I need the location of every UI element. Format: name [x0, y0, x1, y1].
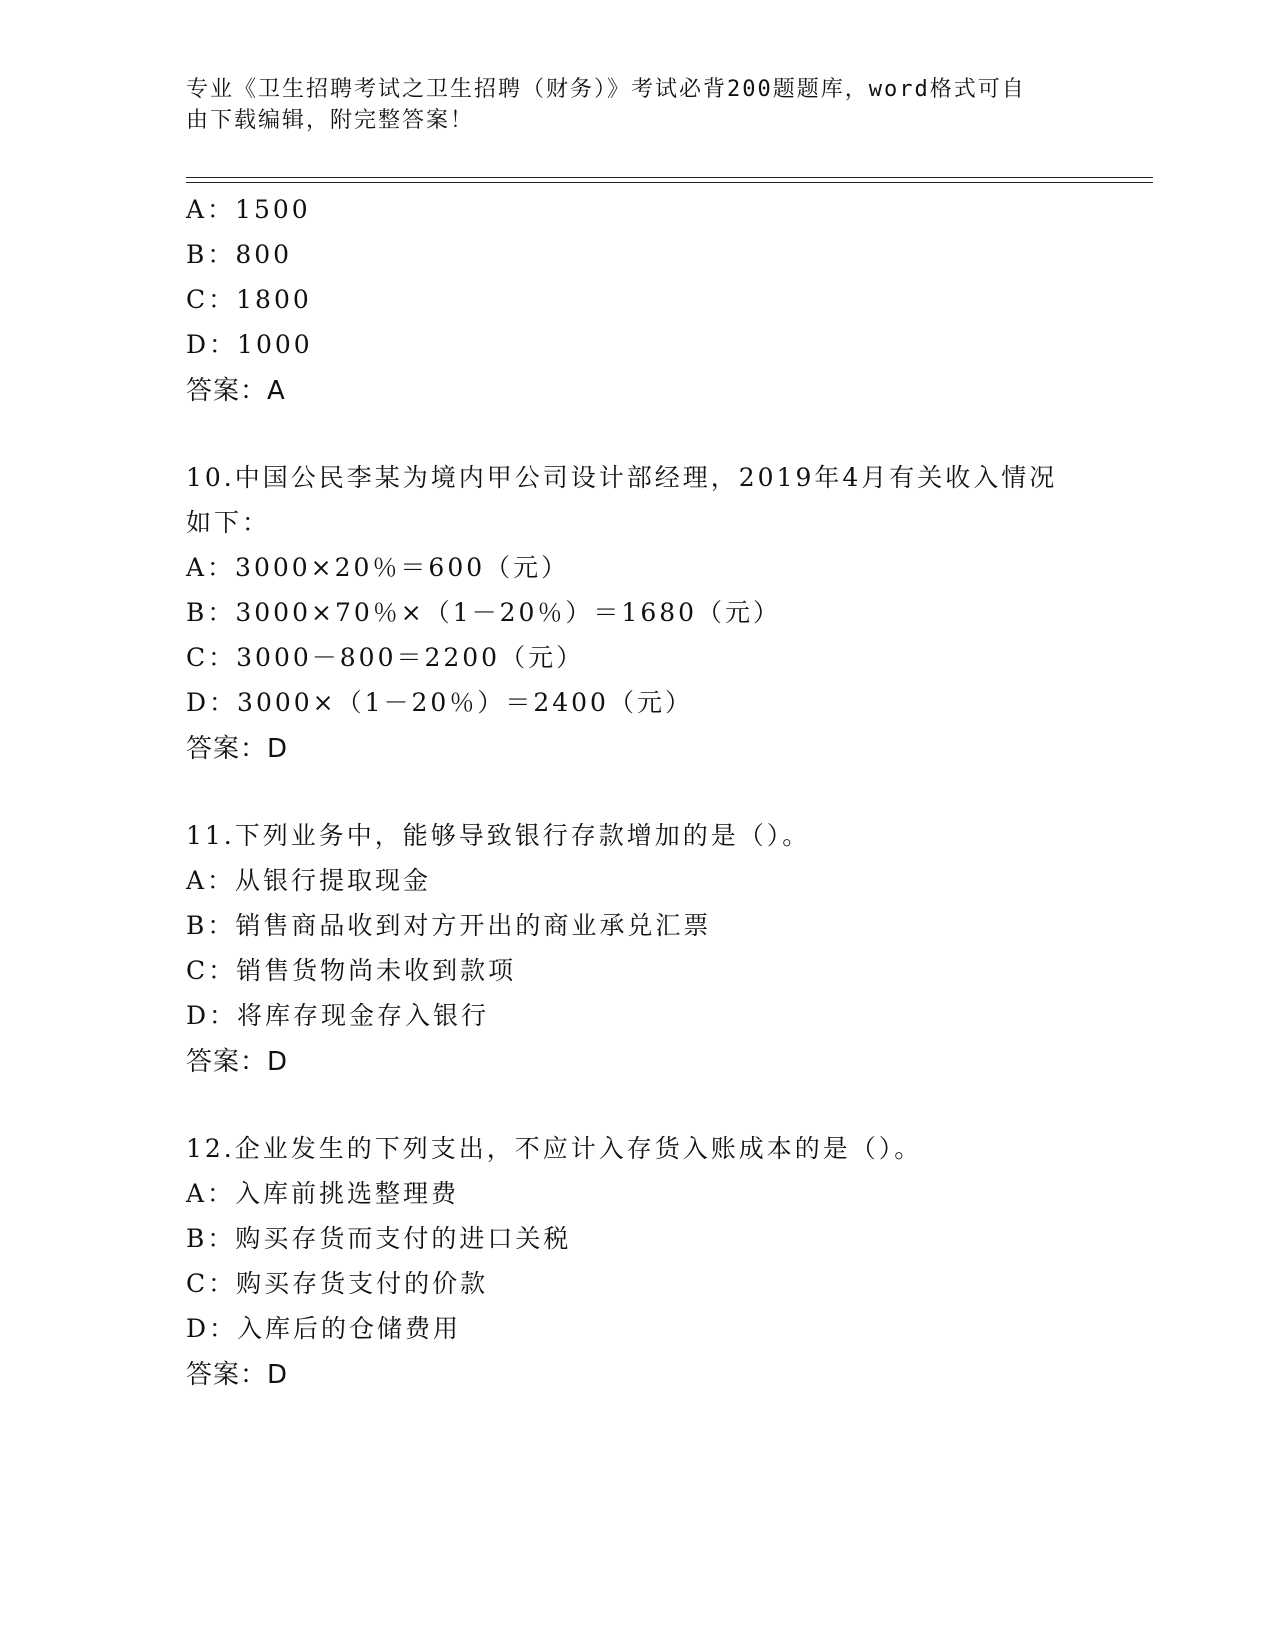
answer: 答案：D	[186, 734, 289, 764]
option-a: A：3000×20％＝600（元）	[186, 553, 570, 582]
question-stem-line-1: 10.中国公民李某为境内甲公司设计部经理，2019年4月有关收入情况	[186, 463, 1058, 492]
option-d: D：将库存现金存入银行	[186, 1001, 490, 1030]
answer: 答案：D	[186, 1047, 289, 1077]
header-divider-bottom	[186, 182, 1153, 183]
header-divider-top	[186, 177, 1153, 178]
option-d: D：3000×（1－20％）＝2400（元）	[186, 688, 693, 717]
option-c: C：购买存货支付的价款	[186, 1269, 489, 1298]
option-c: C：销售货物尚未收到款项	[186, 956, 517, 985]
option-a: A：1500	[186, 195, 311, 224]
header-line-1: 专业《卫生招聘考试之卫生招聘（财务）》考试必背200题题库，word格式可自	[186, 77, 1026, 102]
option-d: D：1000	[186, 330, 313, 359]
option-c: C：3000－800＝2200（元）	[186, 643, 585, 672]
option-a: A：入库前挑选整理费	[186, 1179, 460, 1208]
option-b: B：购买存货而支付的进口关税	[186, 1224, 572, 1253]
option-a: A：从银行提取现金	[186, 866, 432, 895]
header-line-2: 由下载编辑，附完整答案！	[186, 108, 475, 133]
option-b: B：800	[186, 240, 293, 269]
option-c: C：1800	[186, 285, 312, 314]
option-b: B：3000×70％×（1－20％）＝1680（元）	[186, 598, 782, 627]
answer: 答案：A	[186, 376, 286, 406]
question-stem-line-2: 如下：	[186, 508, 271, 537]
option-b: B：销售商品收到对方开出的商业承兑汇票	[186, 911, 712, 940]
answer: 答案：D	[186, 1360, 289, 1390]
document-header	[186, 74, 1076, 136]
question-stem: 12.企业发生的下列支出，不应计入存货入账成本的是（）。	[186, 1134, 923, 1163]
option-d: D：入库后的仓储费用	[186, 1314, 462, 1343]
question-stem: 11.下列业务中，能够导致银行存款增加的是（）。	[186, 821, 811, 850]
